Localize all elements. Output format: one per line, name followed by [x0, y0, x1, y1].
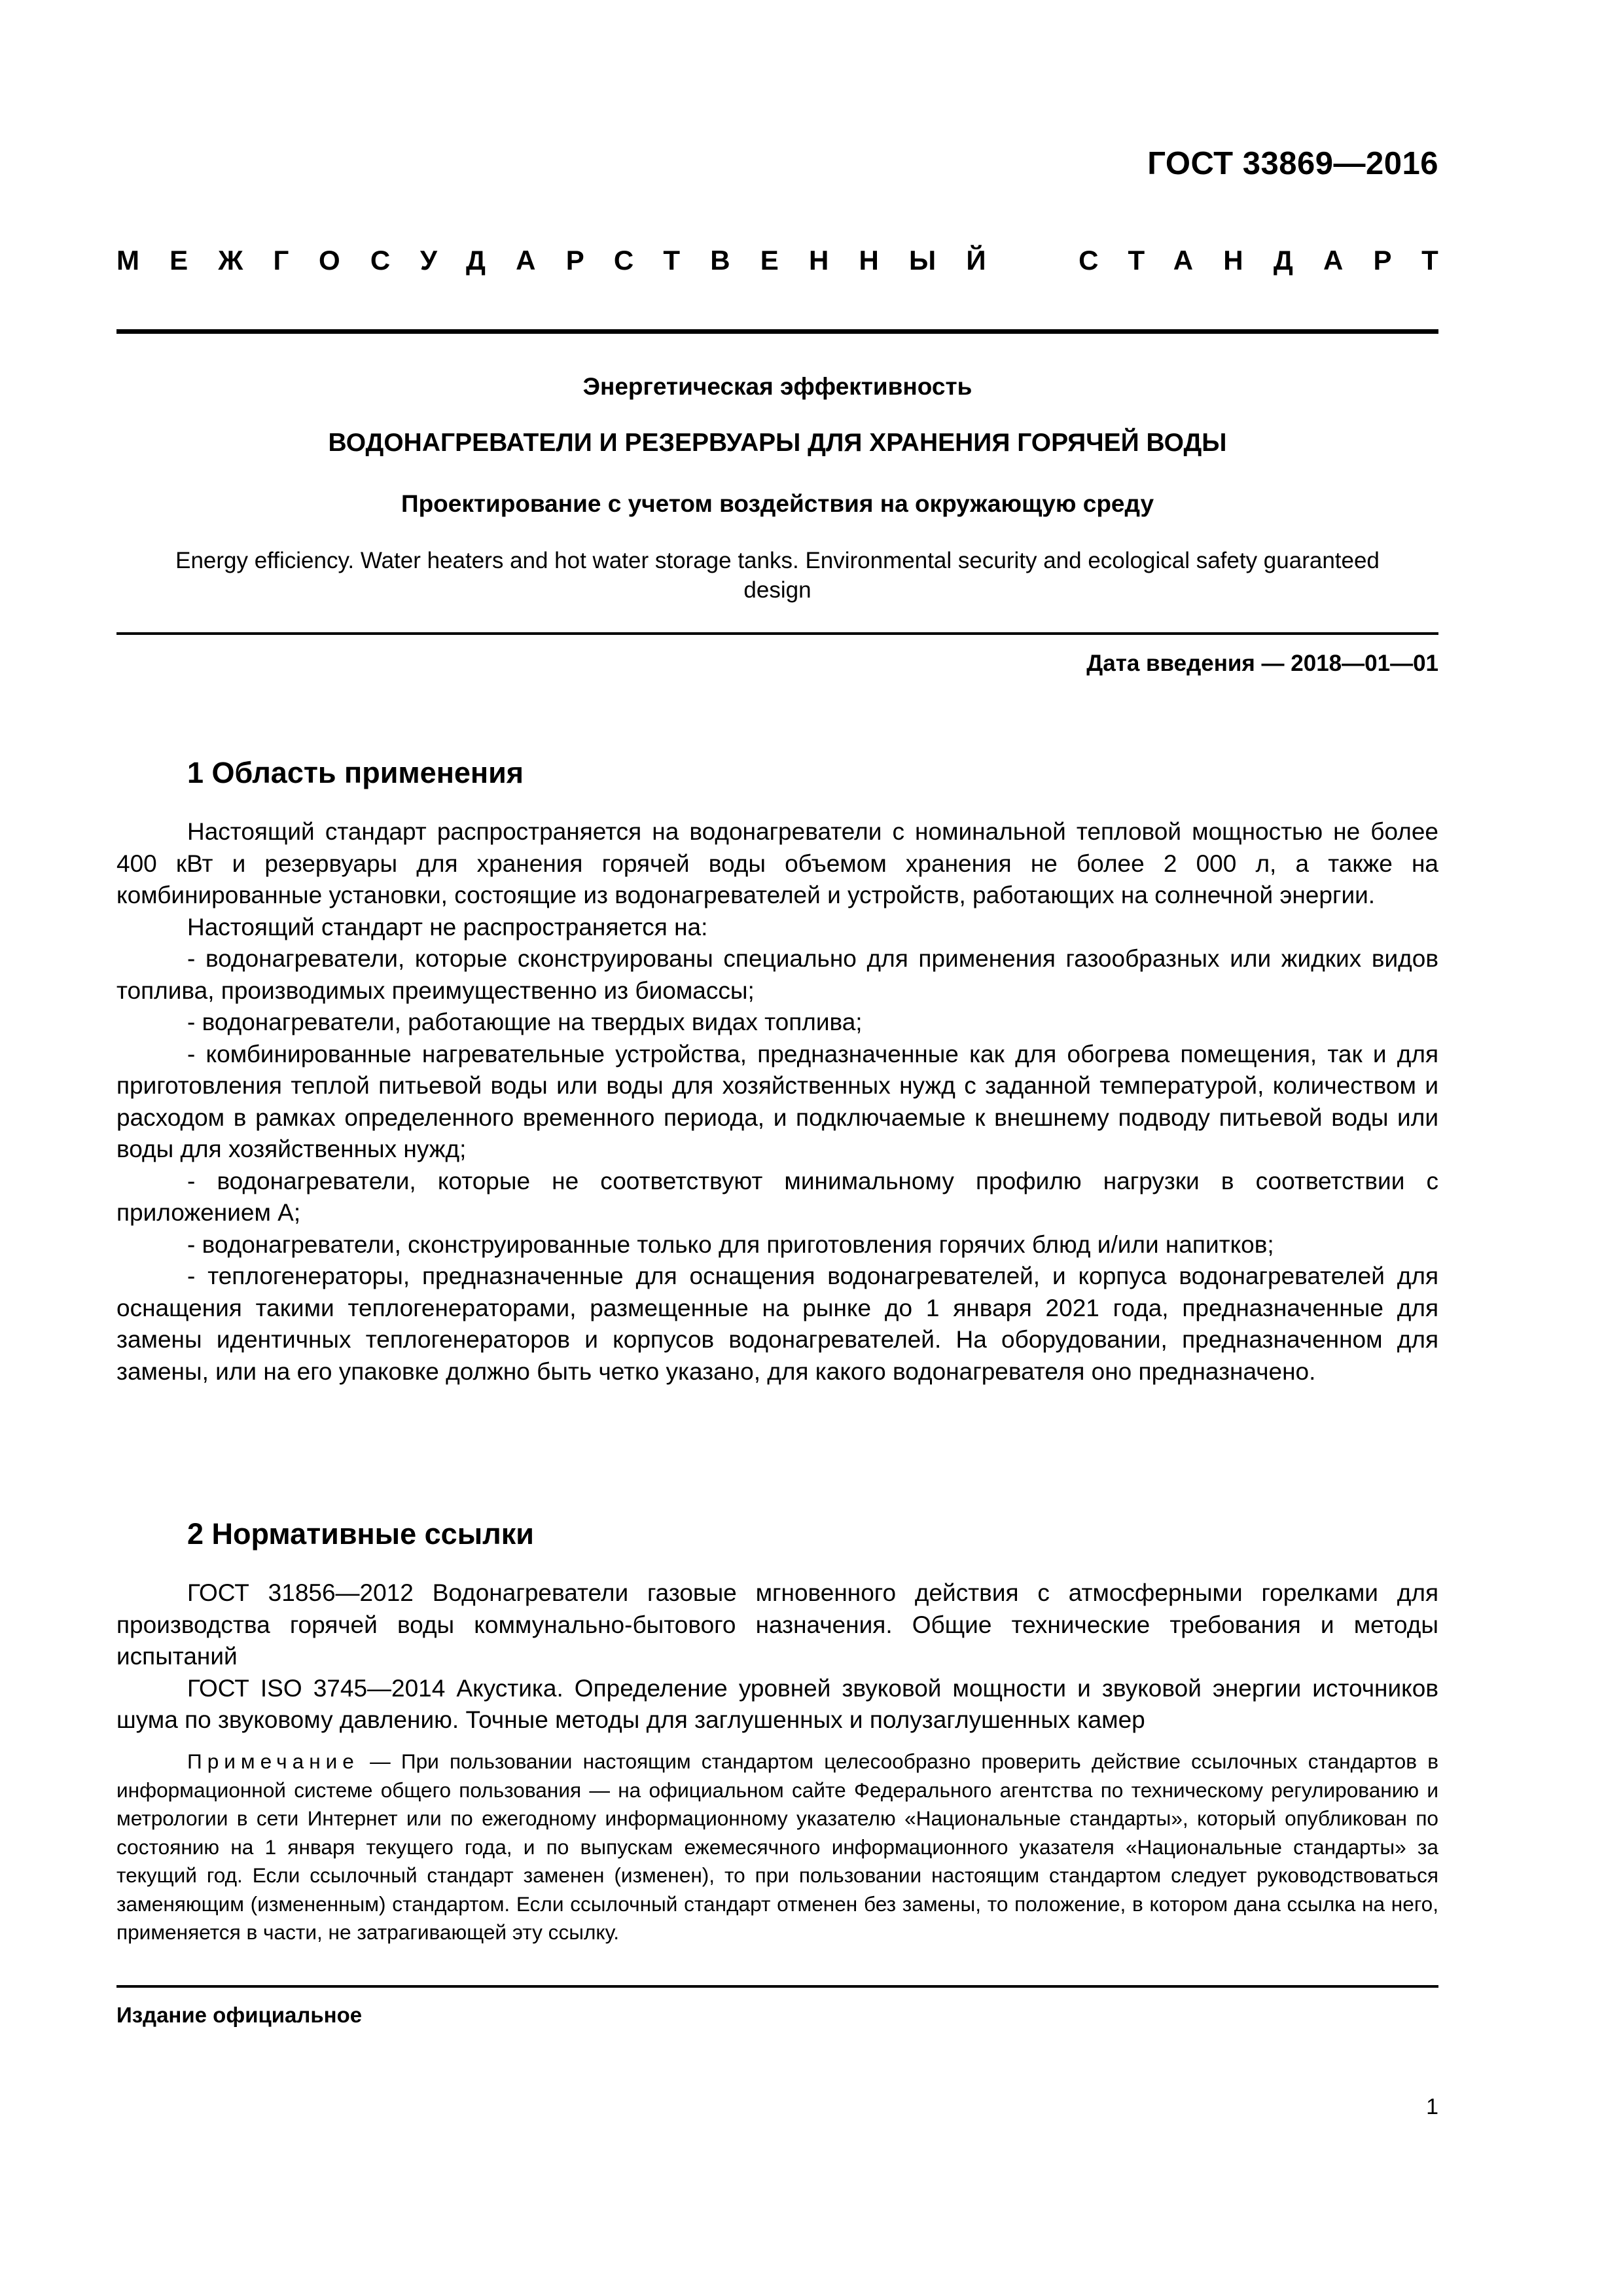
edition-label: Издание официальное — [116, 2003, 363, 2027]
intro-date: Дата введения — 2018—01—01 — [1086, 651, 1438, 676]
standard-type-word2: СТАНДАРТ — [1079, 245, 1469, 276]
standard-type-word1: МЕЖГОСУДАРСТВЕННЫЙ — [116, 245, 1016, 276]
note-label: Примечание — [187, 1749, 359, 1773]
gost-number: ГОСТ 33869—2016 — [1147, 146, 1438, 181]
page-number: 1 — [1426, 2094, 1438, 2119]
title-category: Энергетическая эффективность — [582, 373, 972, 400]
note-paragraph — [116, 1748, 1438, 1947]
section1-list-item: - комбинированные нагревательные устройства, предназначенные как для обогрева помещения, так и для приготовления теплой питьевой воды или воды для хозяйственных нужд с заданной температурой, количеством и расходом в рамках определенного временного периода, и подключаемые к внешнему подводу питьевой воды или воды для хозяйственных нужд; — [116, 1040, 1438, 1162]
title-english-line1: Energy efficiency. Water heaters and hot water storage tanks. Environmental security and ecological safety guaranteed — [175, 548, 1380, 573]
reference-item: ГОСТ 31856—2012 Водонагреватели газовые мгновенного действия с атмосферными горелками для производства горячей воды коммунально-бытового назначения. Общие технические требования и методы испытаний — [116, 1579, 1438, 1670]
section1-list-item: - водонагреватели, которые не соответствуют минимальному профилю нагрузки в соответствии с приложением А; — [116, 1167, 1438, 1226]
title-subtitle: Проектирование с учетом воздействия на окружающую среду — [401, 490, 1154, 517]
section1-body — [116, 816, 1438, 1388]
section1-paragraph: Настоящий стандарт не распространяется на: — [187, 913, 708, 941]
section1-heading: 1 Область применения — [187, 756, 524, 789]
note-text: — При пользовании настоящим стандартом целесообразно проверить действие ссылочных стандартов в информационной системе общего пользования — на официальном сайте Федерального агентства по техническому регулированию и метрологии в сети Интернет или по ежегодному информационному указателю «Национальные стандарты», который опубликован по состоянию на 1 января текущего года, и по выпускам ежемесячного информационного указателя «Национальные стандарты» за текущий год. Если ссылочный стандарт заменен (изменен), то при пользовании настоящим стандартом следует руководствоваться заменяющим (измененным) стандартом. Если ссылочный стандарт отменен без замены, то положение, в котором дана ссылка на него, применяется в части, не затрагивающей эту ссылку. — [116, 1749, 1438, 1944]
footer-divider — [116, 1985, 1438, 1988]
title-main: ВОДОНАГРЕВАТЕЛИ И РЕЗЕРВУАРЫ ДЛЯ ХРАНЕНИЯ ГОРЯЧЕЙ ВОДЫ — [328, 429, 1227, 457]
title-english — [116, 546, 1438, 605]
section1-list-item: - водонагреватели, сконструированные только для приготовления горячих блюд и/или напитков; — [187, 1230, 1274, 1258]
section1-list-item: - водонагреватели, которые сконструированы специально для применения газообразных или жидких видов топлива, производимых преимущественно из биомассы; — [116, 945, 1438, 1004]
section1-list-item: - теплогенераторы, предназначенные для оснащения водонагревателей, и корпуса водонагревателей для оснащения такими теплогенераторами, размещенные на рынке до 1 января 2021 года, предназначенные для замены идентичных теплогенераторов и корпусов водонагревателей. На оборудовании, предназначенном для замены, или на его упаковке должно быть четко указано, для какого водонагревателя оно предназначено. — [116, 1263, 1438, 1385]
section2-body — [116, 1577, 1438, 1736]
title-divider — [116, 632, 1438, 635]
section2-heading: 2 Нормативные ссылки — [187, 1517, 534, 1551]
reference-item: ГОСТ ISO 3745—2014 Акустика. Определение уровней звуковой мощности и звуковой энергии источников шума по звуковому давлению. Точные методы для заглушенных и полузаглушенных камер — [116, 1674, 1438, 1733]
top-divider — [116, 329, 1438, 334]
section1-list-item: - водонагреватели, работающие на твердых видах топлива; — [187, 1009, 863, 1035]
title-english-line2: design — [743, 577, 812, 603]
section1-paragraph: Настоящий стандарт распространяется на водонагреватели с номинальной тепловой мощностью не более 400 кВт и резервуары для хранения горячей воды объемом хранения не более 2 000 л, а также на комбинированные установки, состоящие из водонагревателей и устройств, работающих на солнечной энергии. — [116, 818, 1438, 908]
standard-type — [116, 245, 1469, 276]
note-block — [116, 1748, 1438, 1947]
